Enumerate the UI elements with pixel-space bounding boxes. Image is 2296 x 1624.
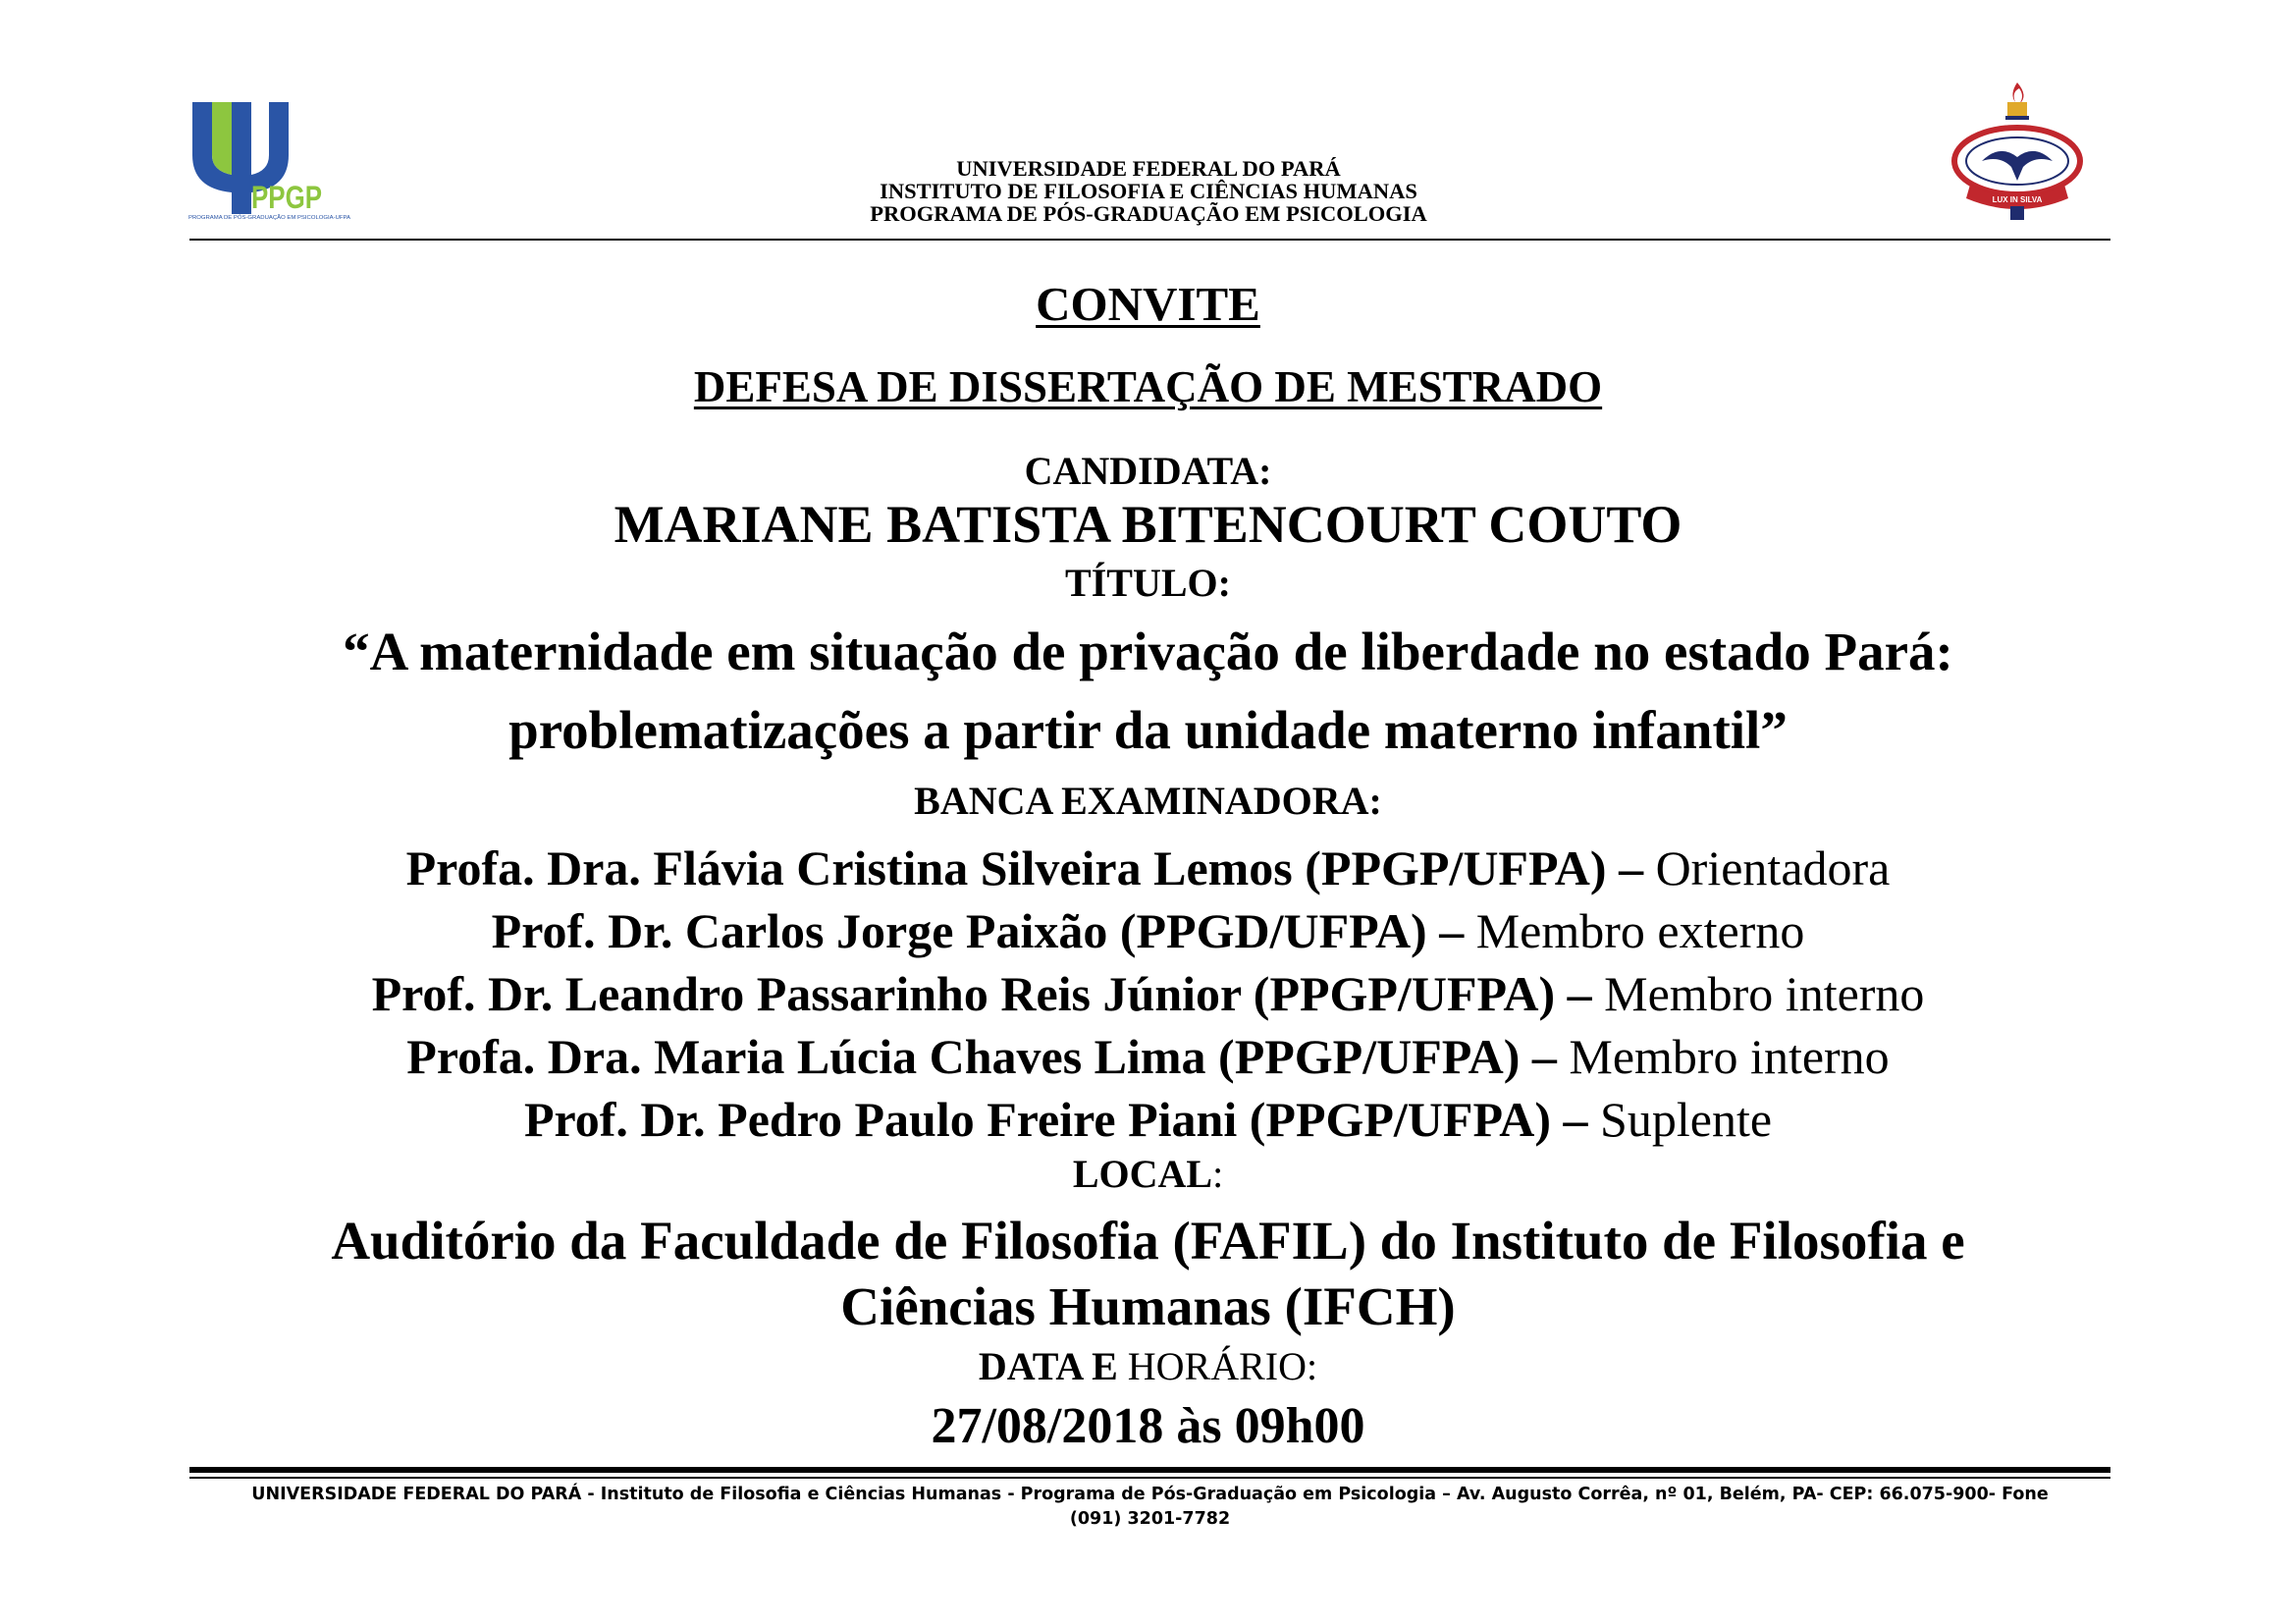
header-institute: INSTITUTO DE FILOSOFIA E CIÊNCIAS HUMANAS <box>880 179 1417 203</box>
header-divider <box>189 239 2110 241</box>
member-name: Profa. Dra. Flávia Cristina Silveira Lemos (PPGP/UFPA) – <box>405 840 1644 895</box>
committee-member <box>0 962 2296 1025</box>
member-name: Prof. Dr. Leandro Passarinho Reis Júnior (PPGP/UFPA) – <box>371 966 1592 1021</box>
place-line2: Ciências Humanas (IFCH) <box>840 1276 1456 1336</box>
psi-accent <box>212 102 232 175</box>
committee-member <box>0 899 2296 962</box>
invite-subheading: DEFESA DE DISSERTAÇÃO DE MESTRADO <box>693 362 1603 411</box>
committee-member <box>0 837 2296 899</box>
member-role: Membro externo <box>1464 903 1805 958</box>
footer-divider-thick <box>189 1467 2110 1473</box>
dissertation-title-line2: problematizações a partir da unidade materno infantil” <box>508 700 1788 760</box>
committee-member <box>0 1088 2296 1151</box>
committee-label: BANCA EXAMINADORA: <box>914 779 1382 823</box>
institution-header <box>687 157 1610 225</box>
footer-phone: (091) 3201-7782 <box>1069 1509 1231 1529</box>
header-program: PROGRAMA DE PÓS-GRADUAÇÃO EM PSICOLOGIA <box>870 201 1427 226</box>
member-name: Prof. Dr. Carlos Jorge Paixão (PPGD/UFPA) – <box>491 903 1465 958</box>
member-role: Orientadora <box>1643 840 1891 895</box>
member-role: Suplente <box>1587 1092 1773 1147</box>
date-label: DATA E HORÁRIO: <box>978 1344 1318 1388</box>
member-name: Profa. Dra. Maria Lúcia Chaves Lima (PPGP/UFPA) – <box>406 1029 1557 1084</box>
footer <box>189 1483 2110 1532</box>
title-label: TÍTULO: <box>1065 561 1231 605</box>
invite-heading: CONVITE <box>1036 277 1260 331</box>
place-line1: Auditório da Faculdade de Filosofia (FAFIL) do Instituto de Filosofia e <box>331 1211 1965 1271</box>
member-role: Membro interno <box>1556 1029 1890 1084</box>
place-label: LOCAL: <box>1072 1152 1224 1196</box>
ppgp-subtitle: PROGRAMA DE PÓS-GRADUAÇÃO EM PSICOLOGIA-UFPA <box>188 215 339 221</box>
committee-member <box>0 1025 2296 1088</box>
torch-flame-icon <box>2012 82 2023 104</box>
ppgp-logo <box>187 98 353 221</box>
member-role: Membro interno <box>1591 966 1925 1021</box>
crest-motto: LUX IN SILVA <box>1992 195 2043 204</box>
ppgp-acronym: PPGP <box>251 180 322 215</box>
footer-address: UNIVERSIDADE FEDERAL DO PARÁ - Instituto de Filosofia e Ciências Humanas - Programa de Pós-Graduação em Psicologia – Av. Augusto Corrêa, nº 01, Belém, PA- CEP: 66.075-900- Fone <box>251 1485 2049 1504</box>
header-university: UNIVERSIDADE FEDERAL DO PARÁ <box>956 156 1341 181</box>
candidate-label: CANDIDATA: <box>1024 449 1272 493</box>
candidate-name: MARIANE BATISTA BITENCOURT COUTO <box>614 495 1682 554</box>
member-name: Prof. Dr. Pedro Paulo Freire Piani (PPGP/UFPA) – <box>523 1092 1588 1147</box>
date-value: 27/08/2018 às 09h00 <box>931 1398 1365 1454</box>
footer-divider-thin <box>189 1477 2110 1479</box>
dissertation-title-line1: “A maternidade em situação de privação de liberdade no estado Pará: <box>343 622 1953 681</box>
ufpa-crest <box>1949 79 2086 226</box>
